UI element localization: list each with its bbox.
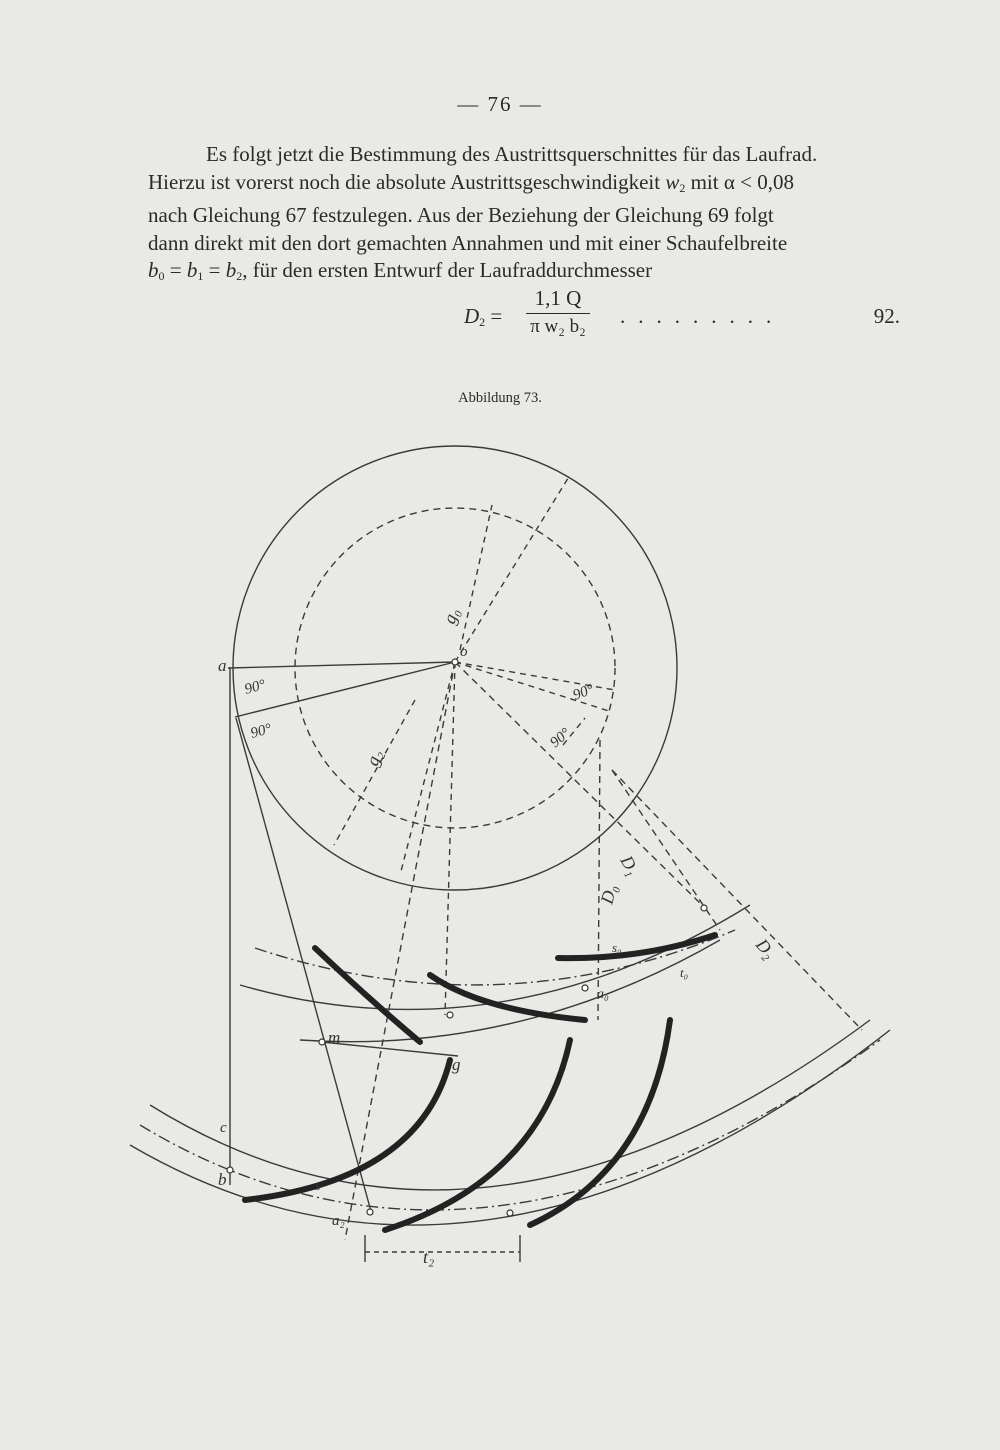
equation-lhs: $D_2$ =: [464, 304, 503, 329]
dashed-g2: [334, 700, 415, 845]
label-t0: t₀: [680, 965, 689, 980]
label-angle-2: 90°: [248, 720, 274, 742]
dashed-D2: [612, 770, 862, 1030]
label-g0: g₀: [438, 605, 463, 627]
inner-blade-2: [430, 975, 585, 1020]
label-s0: s₀: [612, 940, 622, 955]
label-s: s: [315, 1179, 321, 1194]
label-g: g: [452, 1055, 461, 1074]
outer-arc-3: [130, 1030, 890, 1225]
label-angle-4: 90°: [547, 725, 574, 752]
dashed-radius-upper: [455, 475, 570, 662]
label-c: c: [220, 1120, 227, 1136]
label-D2: D₂: [751, 934, 780, 963]
label-o: o: [460, 644, 468, 660]
outer-blade-1: [245, 1060, 450, 1200]
label-a: a: [218, 656, 227, 675]
page-number: — 76 —: [457, 92, 543, 116]
outer-blade-3: [530, 1020, 670, 1225]
label-D0: D₀: [596, 882, 621, 907]
outer-arc-1: [150, 1020, 870, 1190]
label-g2: g₂: [361, 747, 386, 769]
equation-denominator: π w₂ b₂: [530, 316, 586, 337]
equation-numerator: 1,1 Q: [526, 286, 590, 314]
label-b: b: [218, 1170, 227, 1189]
radius-line-lower: [235, 662, 455, 717]
figure-caption: Abbildung 73.: [458, 390, 542, 406]
dashed-g0: [460, 505, 492, 650]
label-angle-1: 90°: [242, 676, 268, 698]
dashed-center-lower: [345, 662, 455, 1240]
paragraph-line-1: Es folgt jetzt die Bestimmung des Austrittsquerschnittes für das Laufrad. Hierzu ist vorerst noch die absolute Austrittsgeschwindigkeit $w_2$ mit α < 0,08 nach Gleichung 67 festzulegen. Aus der Beziehung der Gleichung 69 folgt dann direkt mit den dort gemachten Annahmen und mit einer Schaufelbreite $b_0 = b_1 = b_2$, für den ersten Entwurf der Laufraddurchmesser: [148, 142, 818, 283]
label-a2: a₂: [332, 1213, 345, 1229]
equation-leader-dots: .........: [620, 304, 785, 328]
dashed-down-to-blades: [445, 662, 455, 1015]
label-m: m: [328, 1028, 341, 1047]
label-angle-3: 90°: [570, 681, 597, 704]
outer-blade-2: [385, 1040, 570, 1230]
label-D1: D₁: [616, 852, 644, 879]
inner-arc-1: [240, 905, 750, 1009]
dashed-center-low: [400, 662, 455, 875]
line-m-g: [322, 1042, 458, 1056]
label-t2: t₂: [423, 1247, 435, 1267]
radius-line-a: [228, 662, 455, 668]
equation-number: 92.: [873, 304, 900, 328]
label-a0: a₀: [597, 987, 609, 1002]
construction-line-m: [236, 718, 372, 1215]
